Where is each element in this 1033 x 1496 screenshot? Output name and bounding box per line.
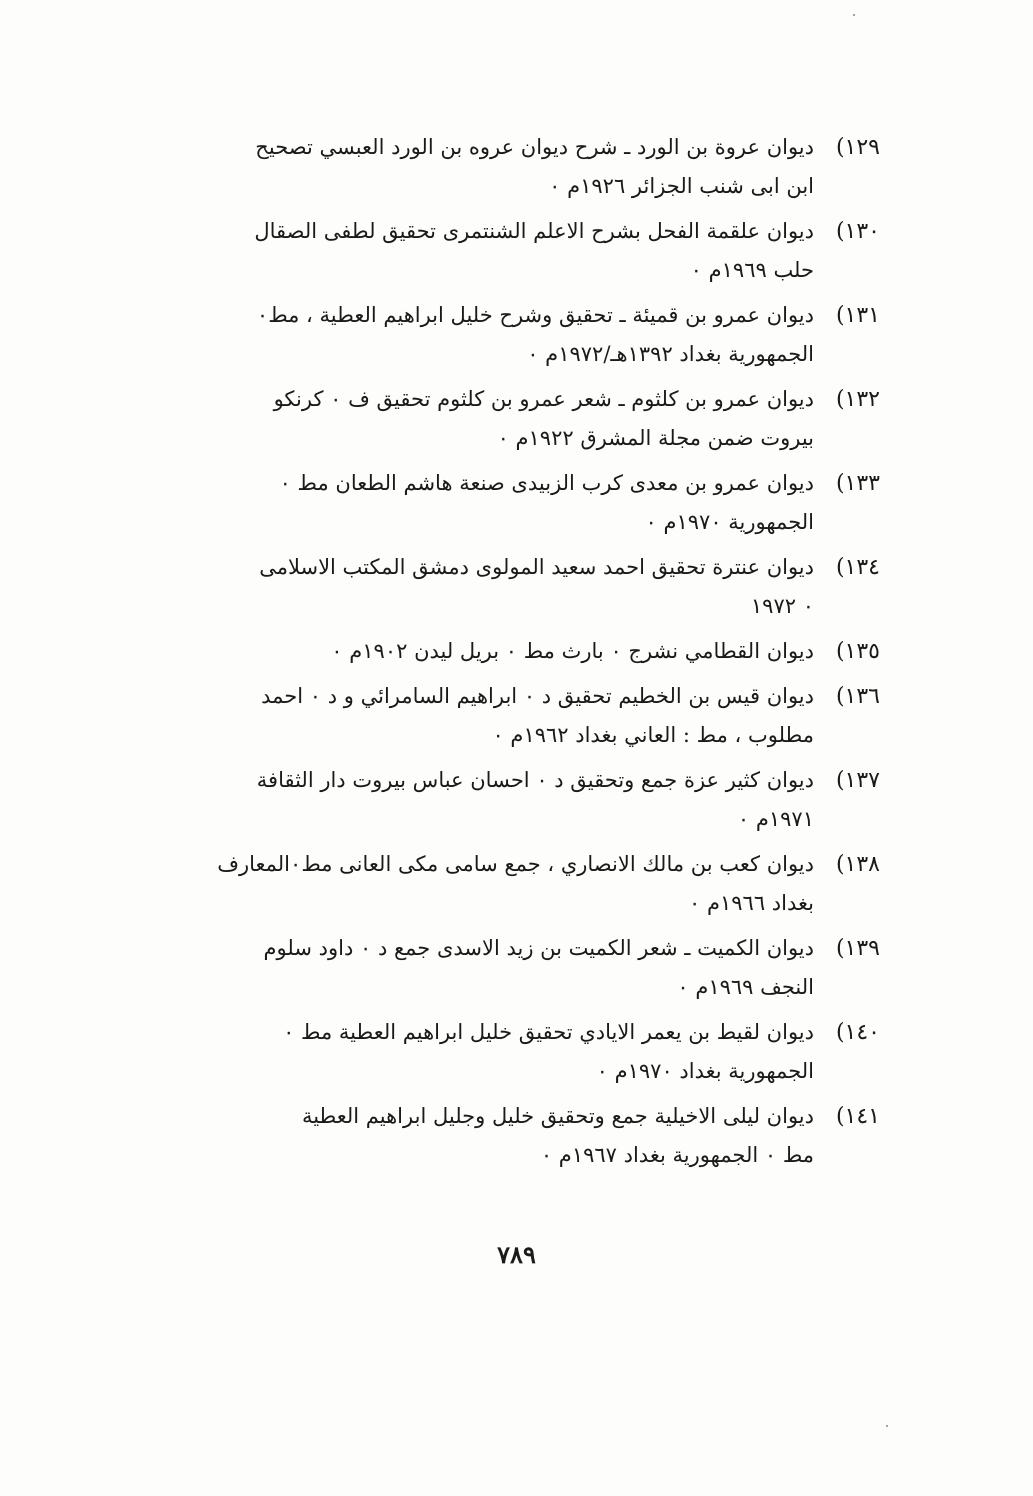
entry-number: ١٤٠) xyxy=(835,1020,880,1045)
entry-line: ديوان علقمة الفحل بشرح الاعلم الشنتمرى تحقيق لطفى الصقال xyxy=(254,219,814,243)
bibliography-entry-137 xyxy=(210,761,880,839)
bibliography-entry-133 xyxy=(210,464,880,542)
entry-line: ديوان عمرو بن معدى كرب الزبيدى صنعة هاشم الطعان مط ٠ xyxy=(279,471,814,495)
bibliography-entry-130 xyxy=(210,212,880,290)
entry-number: ١٣٣) xyxy=(835,471,880,496)
bibliography-entry-138 xyxy=(210,845,880,923)
bibliography-entry-141 xyxy=(210,1097,880,1175)
page-number: ٧٨٩ xyxy=(497,1240,536,1269)
entry-number: ١٤١) xyxy=(835,1104,880,1129)
entry-line-continuation: بغداد ١٩٦٦م ٠ xyxy=(689,891,814,915)
entry-number: ١٣٥) xyxy=(835,639,880,664)
entry-line: ديوان كثير عزة جمع وتحقيق د ٠ احسان عباس بيروت دار الثقافة xyxy=(256,768,814,792)
entry-number: ١٣٧) xyxy=(835,768,880,793)
entry-line-continuation: الجمهورية بغداد ١٣٩٢هـ/١٩٧٢م ٠ xyxy=(527,342,814,366)
entry-line: ديوان لقيط بن يعمر الايادي تحقيق خليل ابراهيم العطية مط ٠ xyxy=(283,1020,814,1044)
bibliography-entry-129 xyxy=(210,128,880,206)
bibliography-entry-135 xyxy=(210,632,880,671)
entry-number: ١٢٩) xyxy=(835,135,880,160)
entry-line-continuation: مطلوب ، مط : العاني بغداد ١٩٦٢م ٠ xyxy=(492,723,814,747)
entry-text xyxy=(210,296,814,374)
entry-text xyxy=(210,128,814,206)
entry-text xyxy=(210,632,814,671)
bibliography-entry-136 xyxy=(210,677,880,755)
entry-line: ديوان عمرو بن قميئة ـ تحقيق وشرح خليل ابراهيم العطية ، مط٠ xyxy=(256,303,814,327)
entry-text xyxy=(210,761,814,839)
entry-line: ديوان القطامي نشرج ٠ بارث مط ٠ بريل ليدن ١٩٠٢م ٠ xyxy=(331,639,814,663)
entry-text xyxy=(210,929,814,1007)
entry-line-continuation: النجف ١٩٦٩م ٠ xyxy=(677,975,814,999)
entry-line-continuation: الجمهورية ١٩٧٠م ٠ xyxy=(645,510,814,534)
entry-text xyxy=(210,677,814,755)
entry-line: ديوان ليلى الاخيلية جمع وتحقيق خليل وجليل ابراهيم العطية xyxy=(301,1104,814,1128)
entry-line-continuation: حلب ١٩٦٩م ٠ xyxy=(690,258,814,282)
scan-speck xyxy=(886,1425,888,1427)
entry-text xyxy=(210,1097,814,1175)
entry-text xyxy=(210,212,814,290)
bibliography-entry-139 xyxy=(210,929,880,1007)
entry-line: ديوان عمرو بن كلثوم ـ شعر عمرو بن كلثوم تحقيق ف ٠ كرنكو xyxy=(273,387,814,411)
entry-text xyxy=(210,845,814,923)
entry-text xyxy=(210,380,814,458)
bibliography-entry-140 xyxy=(210,1013,880,1091)
entry-line: ديوان الكميت ـ شعر الكميت بن زيد الاسدى جمع د ٠ داود سلوم xyxy=(263,936,814,960)
entry-line-continuation: ٠ ١٩٧٢ xyxy=(750,594,814,618)
bibliography-entry-131 xyxy=(210,296,880,374)
entry-line-continuation: بيروت ضمن مجلة المشرق ١٩٢٢م ٠ xyxy=(497,426,814,450)
entry-number: ١٣٩) xyxy=(835,936,880,961)
entry-number: ١٣٦) xyxy=(835,684,880,709)
entry-number: ١٣٢) xyxy=(835,387,880,412)
entry-text xyxy=(210,548,814,626)
entry-number: ١٣١) xyxy=(835,303,880,328)
entry-number: ١٣٨) xyxy=(835,852,880,877)
entry-number: ١٣٠) xyxy=(835,219,880,244)
entry-line: ديوان عروة بن الورد ـ شرح ديوان عروه بن الورد العبسي تصحيح xyxy=(255,135,814,159)
entry-line: ديوان كعب بن مالك الانصاري ، جمع سامى مكى العانى مط٠المعارف xyxy=(217,852,814,876)
bibliography-entry-132 xyxy=(210,380,880,458)
bibliography-entry-134 xyxy=(210,548,880,626)
entry-text xyxy=(210,464,814,542)
entry-number: ١٣٤) xyxy=(835,555,880,580)
scan-speck xyxy=(853,14,855,16)
entry-line: ديوان عنترة تحقيق احمد سعيد المولوى دمشق المكتب الاسلامى xyxy=(259,555,814,579)
entry-text xyxy=(210,1013,814,1091)
entry-line-continuation: الجمهورية بغداد ١٩٧٠م ٠ xyxy=(596,1059,814,1083)
bibliography-list xyxy=(210,128,880,1181)
entry-line-continuation: مط ٠ الجمهورية بغداد ١٩٦٧م ٠ xyxy=(540,1143,814,1167)
entry-line-continuation: ١٩٧١م ٠ xyxy=(737,807,814,831)
entry-line-continuation: ابن ابى شنب الجزائر ١٩٢٦م ٠ xyxy=(549,174,814,198)
entry-line: ديوان قيس بن الخطيم تحقيق د ٠ ابراهيم السامرائي و د ٠ احمد xyxy=(261,684,814,708)
